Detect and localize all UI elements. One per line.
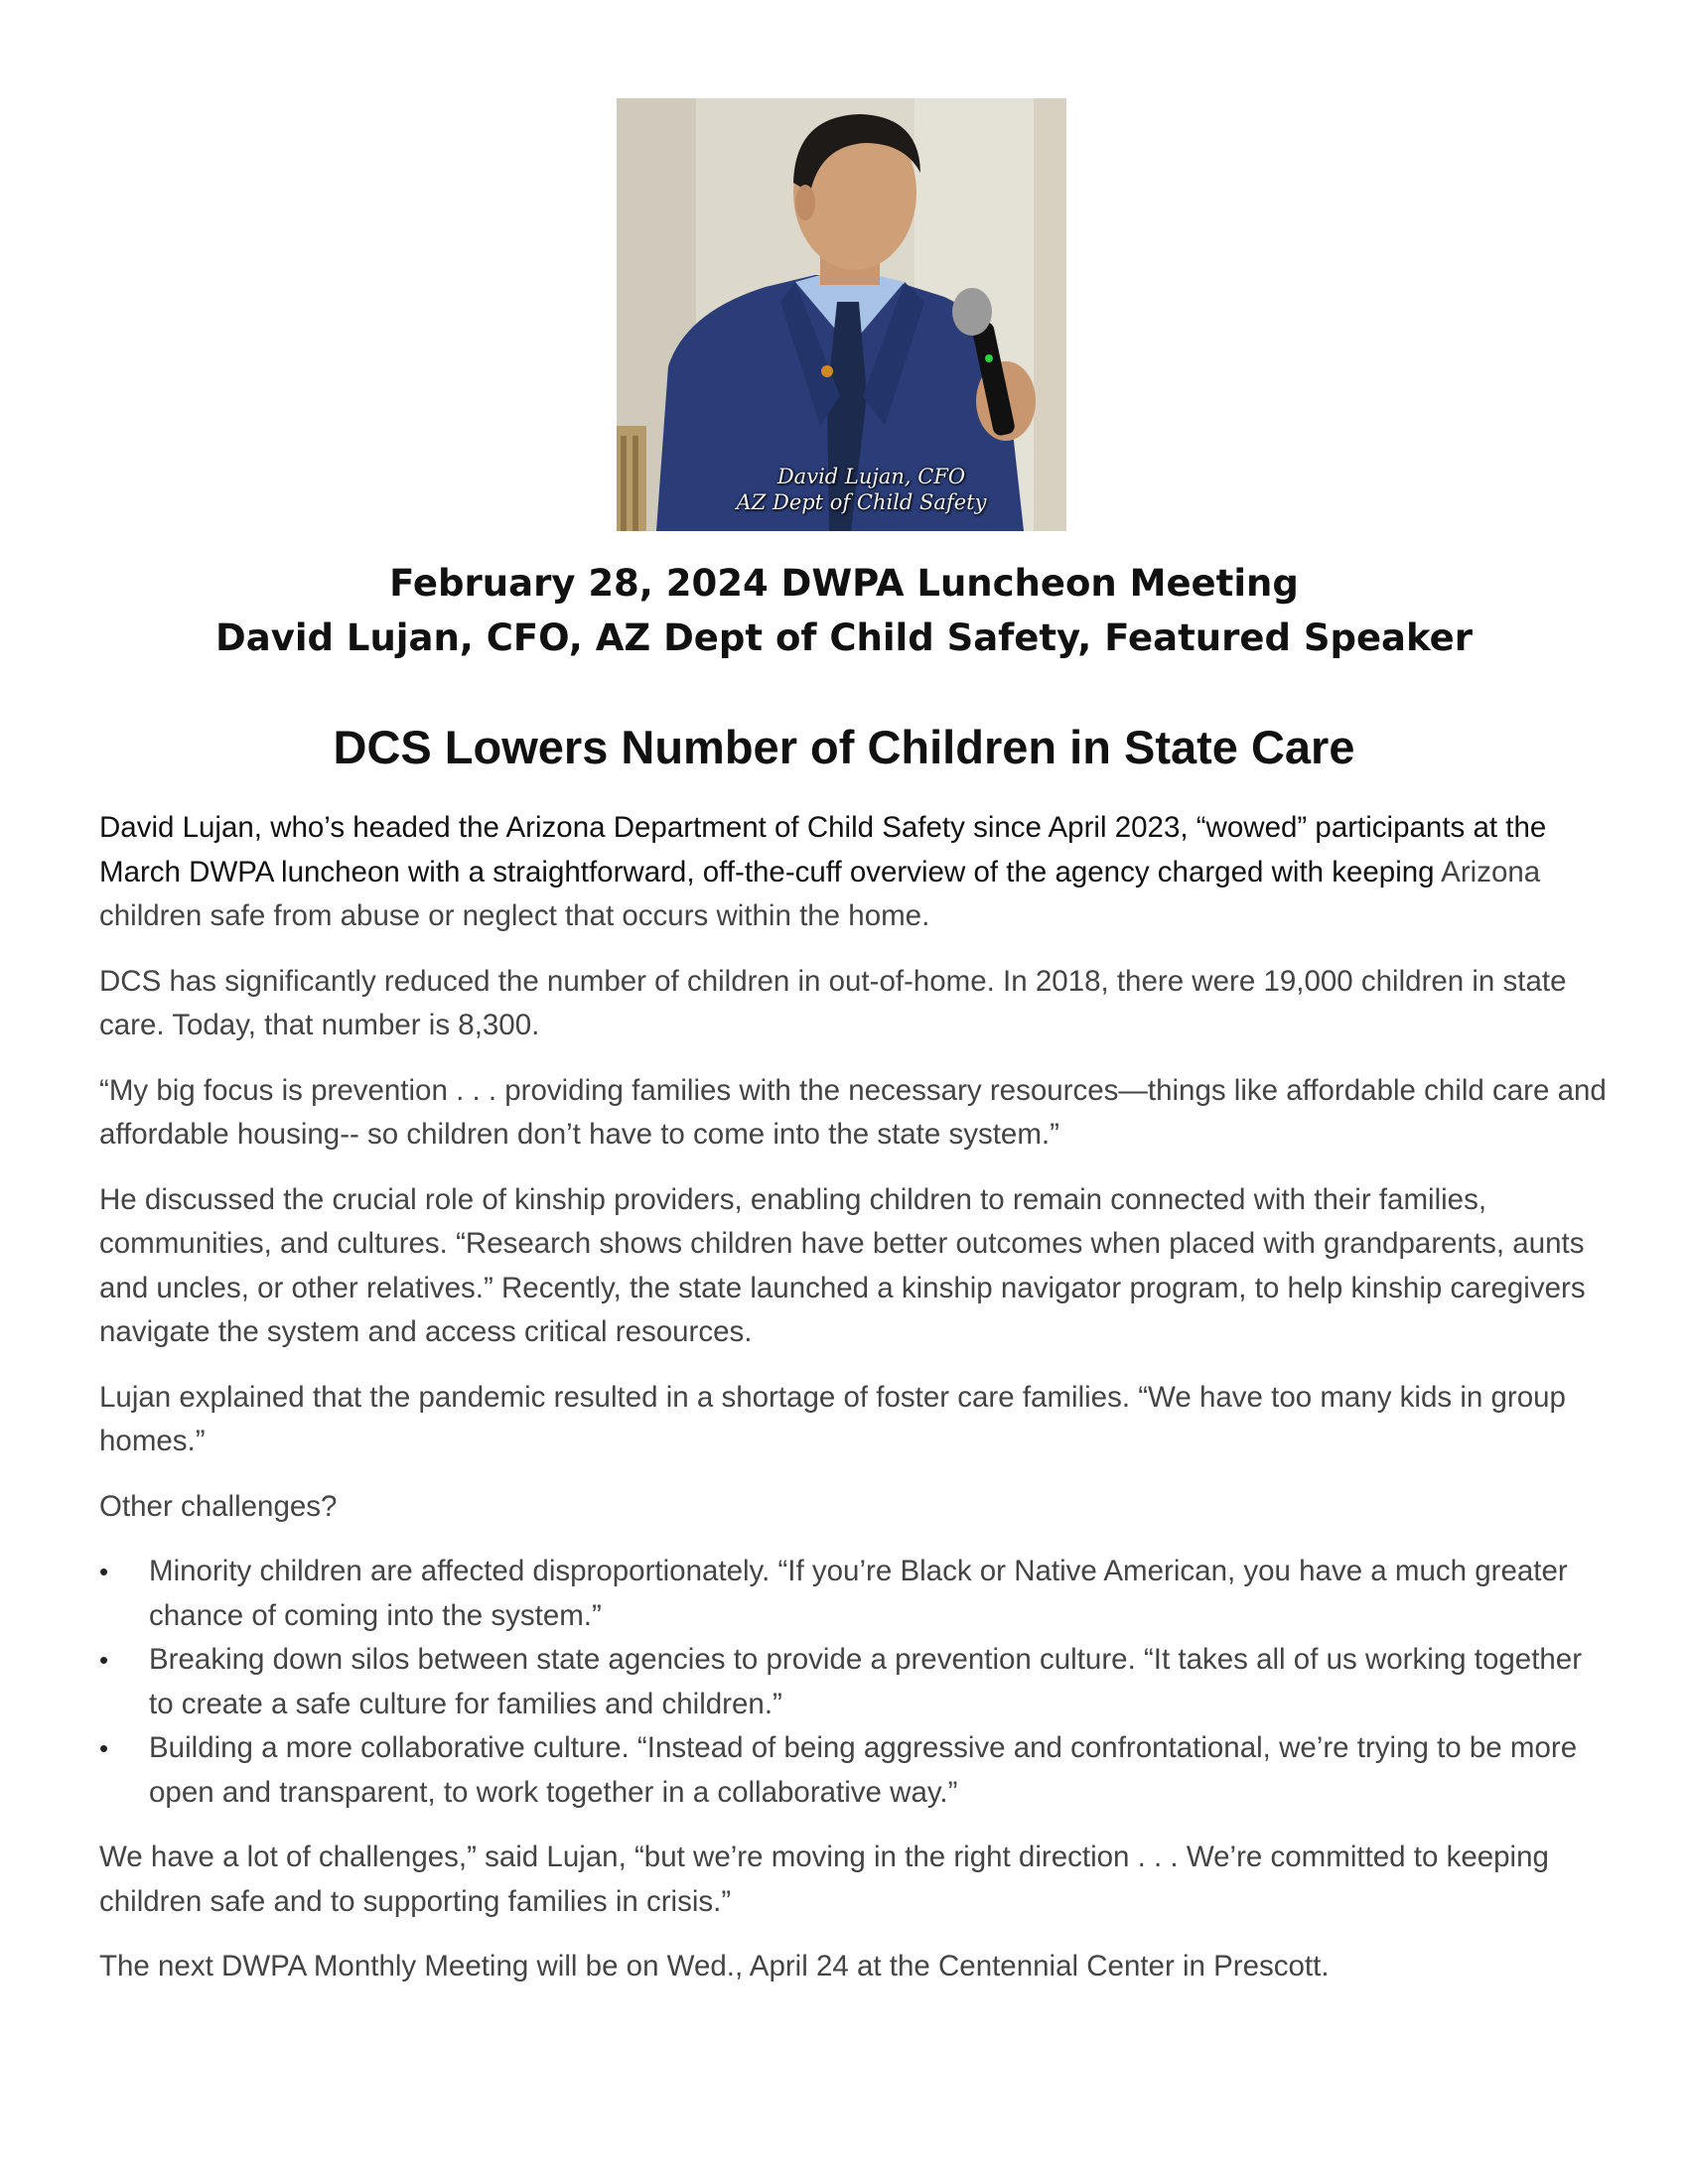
article-body	[99, 806, 1609, 2010]
challenges-list	[99, 1550, 1609, 1815]
photo-caption-department: AZ Dept of Child Safety	[736, 490, 987, 514]
challenge-bullet: • Breaking down silos between state agencies to provide a prevention culture. “It takes all of us working together to create a safe culture for families and children.”	[99, 1638, 1609, 1726]
article-paragraph-intro	[99, 806, 1609, 939]
article-paragraph-kinship: He discussed the crucial role of kinship providers, enabling children to remain connected with their families, communities, and cultures. “Research shows children have better outcomes when placed with grandparents, aunts and uncles, or other relatives.” Recently, the state launched a kinship navigator program, to help kinship caregivers navigate the system and access critical resources.	[99, 1182, 1586, 1348]
next-meeting-notice: The next DWPA Monthly Meeting will be on Wed., April 24 at the Centennial Center in Prescott.	[99, 1950, 1330, 1982]
meeting-title: February 28, 2024 DWPA Luncheon Meeting	[389, 562, 1299, 605]
challenge-bullet: • Minority children are affected disproportionately. “If you’re Black or Native American, you have a much greater chance of coming into the system.”	[99, 1550, 1609, 1638]
speaker-photo	[617, 98, 1066, 531]
intro-light-text: Arizona children safe from abuse or neglect that occurs within the home.	[99, 855, 1541, 932]
article-headline: DCS Lowers Number of Children in State Care	[333, 721, 1355, 773]
article-paragraph-challenges-intro: Other challenges?	[99, 1489, 338, 1523]
article-paragraph-foster-shortage: Lujan explained that the pandemic resulted in a shortage of foster care families. “We have too many kids in group homes.”	[99, 1380, 1566, 1457]
intro-dark-text: David Lujan, who’s headed the Arizona Department of Child Safety since April 2023, “wowed” participants at the March DWPA luncheon with a straightforward, off-the-cuff overview of the agency charged with keeping	[99, 811, 1547, 888]
article-paragraph-statistics: DCS has significantly reduced the number of children in out-of-home. In 2018, there were 19,000 children in state care. Today, that number is 8,300.	[99, 964, 1567, 1041]
photo-caption-name: David Lujan, CFO	[776, 465, 966, 488]
featured-speaker-line: David Lujan, CFO, AZ Dept of Child Safety, Featured Speaker	[215, 616, 1473, 659]
challenge-bullet: • Building a more collaborative culture. “Instead of being aggressive and confrontational, we’re trying to be more open and transparent, to work together in a collaborative way.”	[99, 1726, 1609, 1815]
article-paragraph-prevention-quote: “My big focus is prevention . . . providing families with the necessary resources—things like affordable child care and affordable housing-- so children don’t have to come into the state system.”	[99, 1073, 1607, 1151]
article-paragraph-closing-quote: We have a lot of challenges,” said Lujan, “but we’re moving in the right direction . . . We’re committed to keeping children safe and to supporting families in crisis.”	[99, 1841, 1549, 1918]
